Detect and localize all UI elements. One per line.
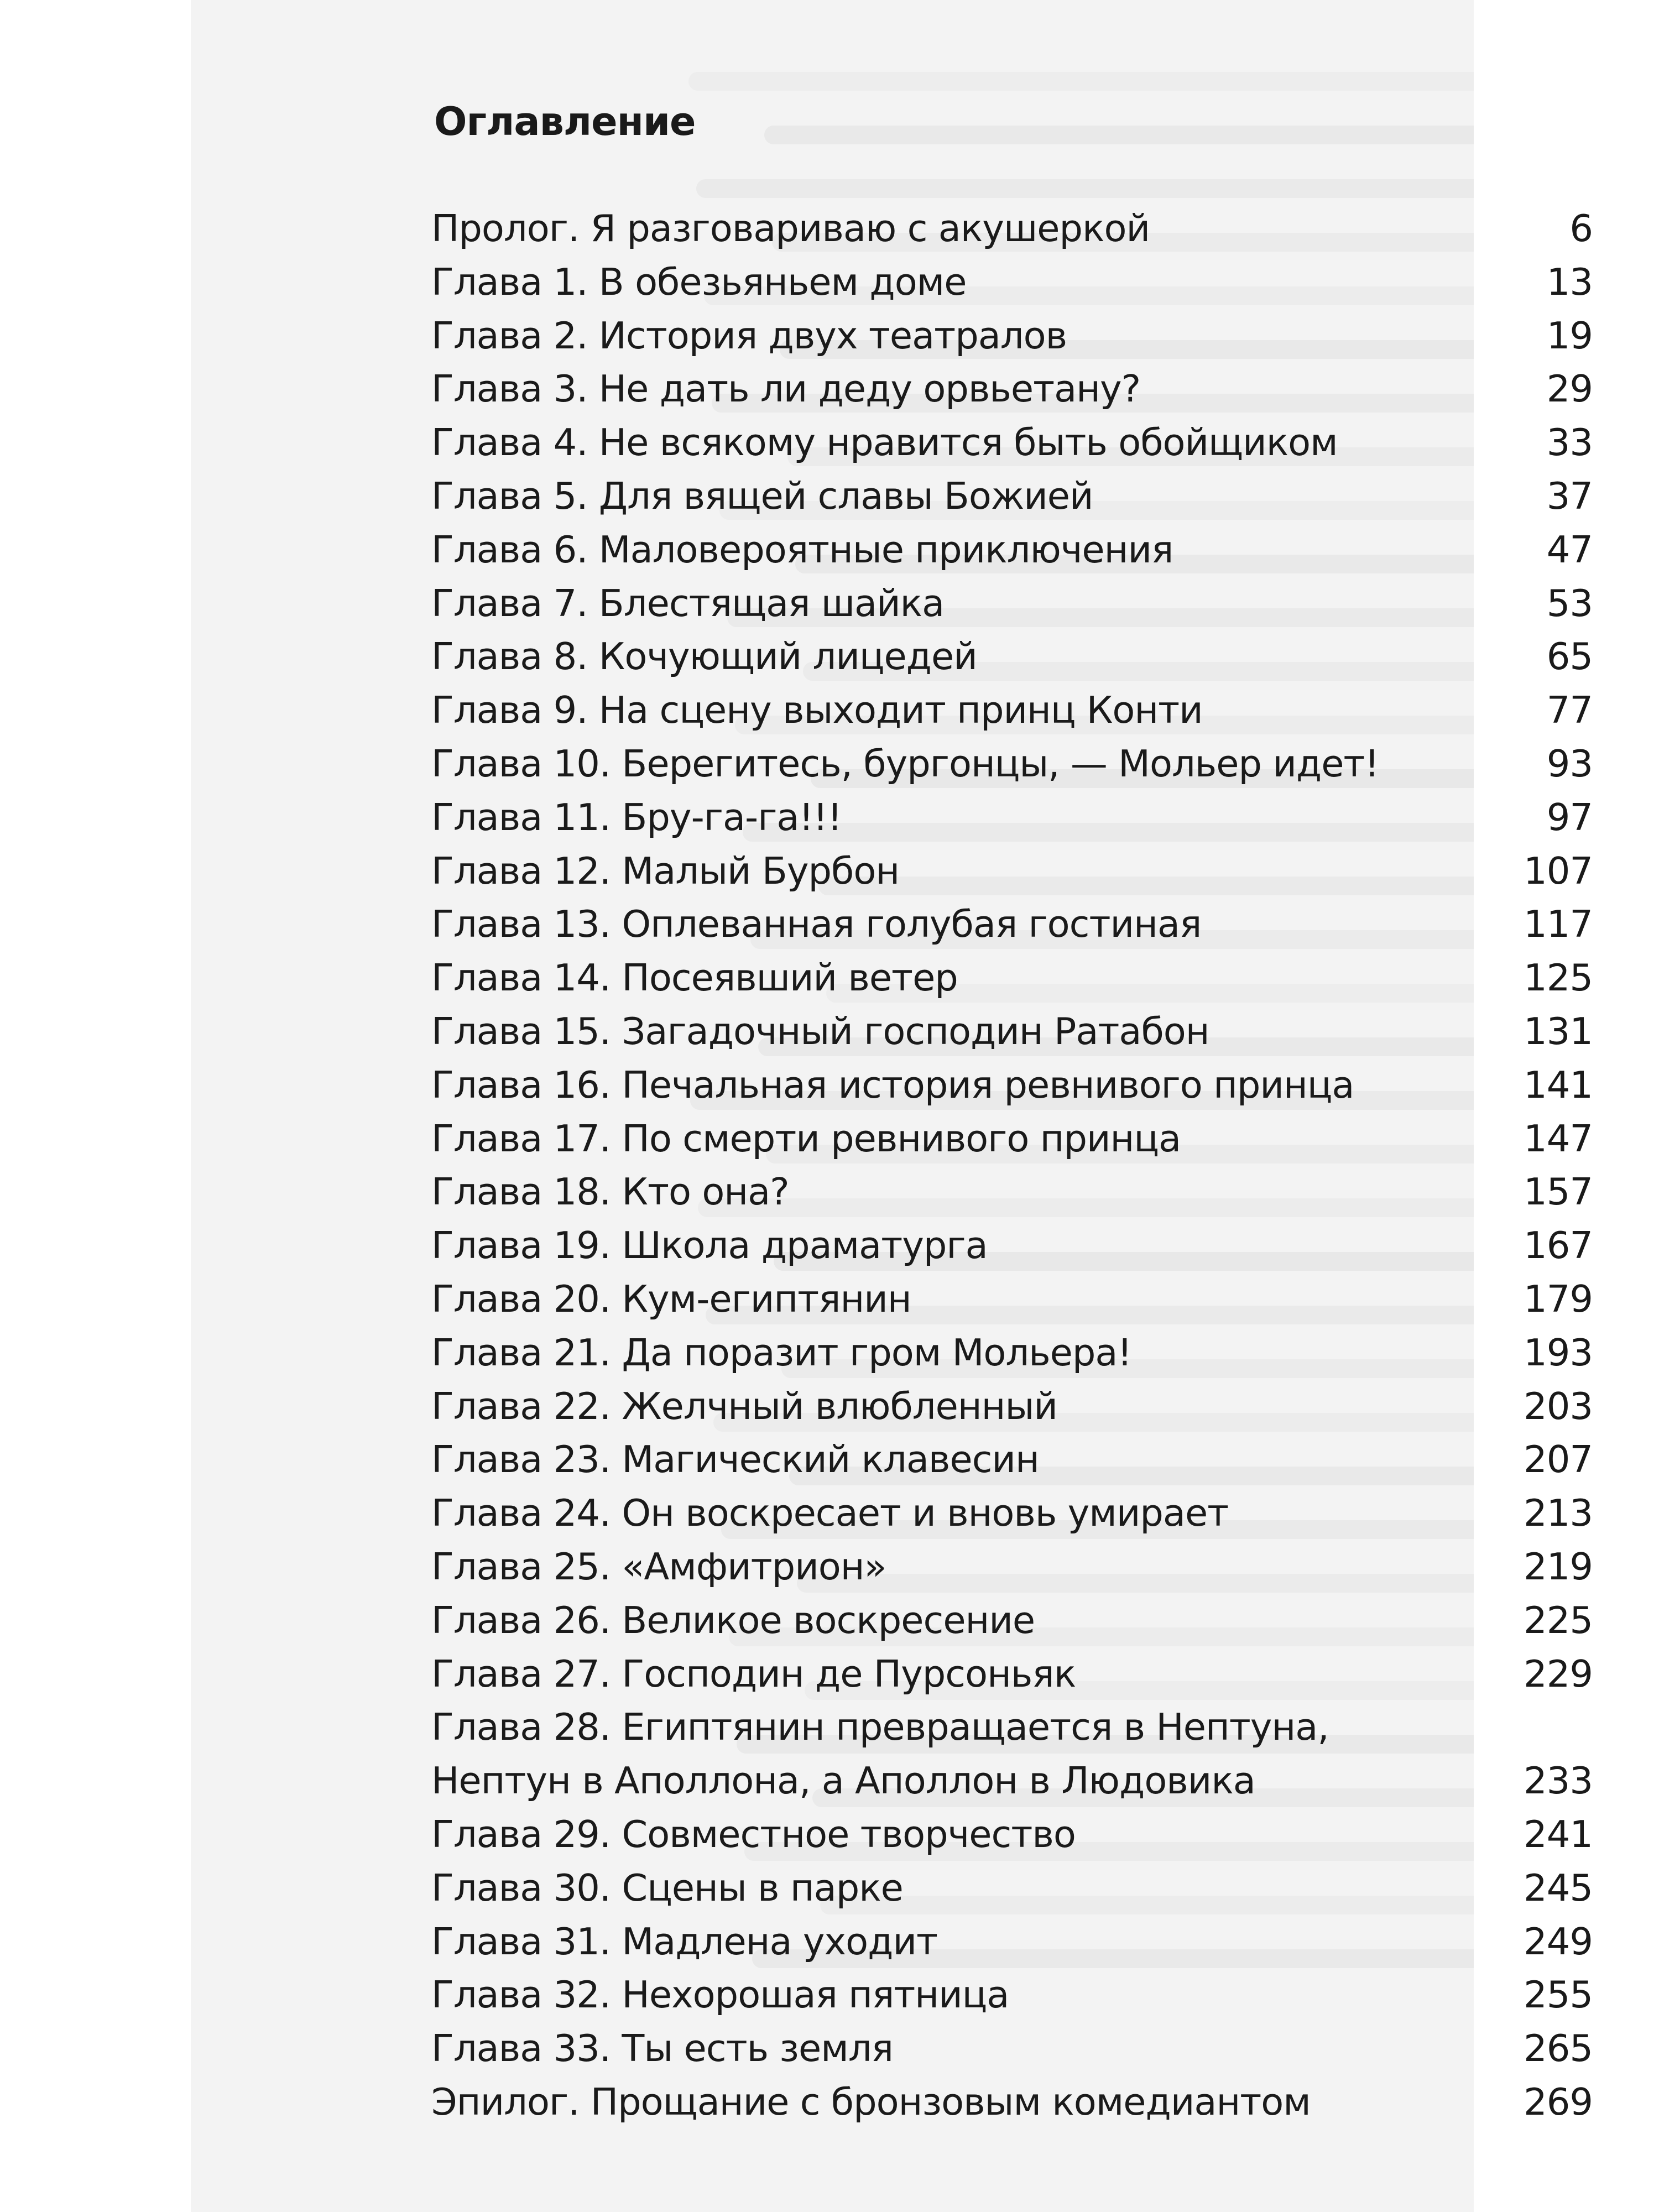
- toc-entry-title: Глава 8. Кочующий лицедей: [431, 635, 977, 679]
- toc-entry-page-number: 207: [1524, 1438, 1593, 1481]
- toc-entry-page-number: 37: [1546, 474, 1593, 518]
- toc-entry-title: Глава 17. По смерти ревнивого принца: [431, 1117, 1181, 1160]
- toc-entry-page-number: 117: [1524, 902, 1593, 946]
- bleed-through-line: [688, 72, 1474, 91]
- toc-entry: [431, 2075, 1593, 2129]
- toc-entry: [431, 1165, 1593, 1219]
- toc-entry-page-number: 93: [1546, 742, 1593, 785]
- toc-entry-title: Глава 3. Не дать ли деду орвьетану?: [431, 367, 1141, 411]
- toc-entry-page-number: 249: [1524, 1919, 1593, 1963]
- toc-entry-title: Глава 19. Школа драматурга: [431, 1224, 988, 1267]
- toc-entry-title: Глава 20. Кум-египтянин: [431, 1277, 911, 1321]
- toc-entry-title: Глава 33. Ты есть земля: [431, 2027, 893, 2070]
- toc-entry-page-number: 167: [1524, 1224, 1593, 1267]
- toc-entry-page-number: 13: [1546, 260, 1593, 304]
- toc-entry-page-number: 269: [1524, 2080, 1593, 2124]
- toc-entry-title: Глава 26. Великое воскресение: [431, 1598, 1035, 1642]
- toc-entry-page-number: 219: [1524, 1545, 1593, 1588]
- toc-entry-page-number: 53: [1546, 581, 1593, 625]
- bleed-through-line: [696, 179, 1474, 198]
- toc-entry: [431, 1058, 1593, 1112]
- toc-entry-page-number: 179: [1524, 1277, 1593, 1321]
- toc-entry-title: Глава 21. Да поразит гром Мольера!: [431, 1331, 1132, 1374]
- toc-entry: [431, 1112, 1593, 1166]
- toc-entry: [431, 951, 1593, 1005]
- toc-entry: [431, 1594, 1593, 1647]
- toc-entry: [431, 1433, 1593, 1486]
- toc-entry-title: Глава 24. Он воскресает и вновь умирает: [431, 1491, 1229, 1535]
- toc-entry-page-number: 157: [1524, 1170, 1593, 1214]
- toc-entry-page-number: 107: [1524, 849, 1593, 893]
- toc-entry-title: Глава 15. Загадочный господин Ратабон: [431, 1009, 1209, 1053]
- toc-entry: [431, 1486, 1593, 1540]
- toc-entry-title: Глава 9. На сцену выходит принц Конти: [431, 688, 1203, 732]
- toc-entry-page-number: 245: [1524, 1866, 1593, 1910]
- toc-heading: Оглавление: [434, 99, 696, 144]
- toc-entry-page-number: 241: [1524, 1812, 1593, 1856]
- toc-entry: [431, 1861, 1593, 1915]
- toc-entry: [431, 362, 1593, 416]
- toc-entry-page-number: 203: [1524, 1384, 1593, 1428]
- toc-entry: [431, 1272, 1593, 1326]
- toc-entry-title: Глава 13. Оплеванная голубая гостиная: [431, 902, 1202, 946]
- toc-entry: [431, 202, 1593, 255]
- toc-entry-page-number: 255: [1524, 1973, 1593, 2017]
- toc-entry-page-number: 193: [1524, 1331, 1593, 1374]
- toc-entry-title: Глава 2. История двух театралов: [431, 314, 1067, 357]
- toc-entry-page-number: 141: [1524, 1063, 1593, 1107]
- toc-entry-title: Глава 32. Нехорошая пятница: [431, 1973, 1009, 2017]
- toc-entry: [431, 469, 1593, 523]
- toc-entry-page-number: 19: [1546, 314, 1593, 357]
- book-page: [191, 0, 1593, 2212]
- bleed-through-line: [764, 126, 1474, 144]
- toc-entry-title: Глава 7. Блестящая шайка: [431, 581, 945, 625]
- toc-entry: [431, 684, 1593, 737]
- toc-entry: [431, 1915, 1593, 1969]
- toc-entry: [431, 309, 1593, 363]
- toc-entry: [431, 898, 1593, 951]
- toc-entry-page-number: 77: [1546, 688, 1593, 732]
- toc-entry-page-number: 33: [1546, 421, 1593, 465]
- toc-list: [431, 202, 1593, 2129]
- toc-entry: [431, 2022, 1593, 2075]
- toc-entry-title: Глава 5. Для вящей славы Божией: [431, 474, 1093, 518]
- toc-entry: [431, 1540, 1593, 1594]
- toc-entry-page-number: 65: [1546, 635, 1593, 679]
- toc-entry: [431, 1700, 1593, 1808]
- toc-entry-title: Глава 12. Малый Бурбон: [431, 849, 900, 893]
- toc-entry: [431, 255, 1593, 309]
- toc-entry: [431, 1808, 1593, 1861]
- toc-entry-title: Эпилог. Прощание с бронзовым комедиантом: [431, 2080, 1311, 2124]
- toc-entry-title: Глава 27. Господин де Пурсоньяк: [431, 1652, 1076, 1695]
- toc-entry: [431, 630, 1593, 684]
- toc-entry-title: Глава 22. Желчный влюбленный: [431, 1384, 1057, 1428]
- toc-entry-title: Глава 10. Берегитесь, бургонцы, — Мольер идет!: [431, 742, 1379, 785]
- toc-entry-title: Глава 23. Магический клавесин: [431, 1438, 1039, 1481]
- toc-entry-title: Глава 1. В обезьяньем доме: [431, 260, 967, 304]
- toc-entry: [431, 416, 1593, 469]
- toc-entry-page-number: 233: [1524, 1759, 1593, 1803]
- toc-entry: [431, 791, 1593, 844]
- toc-entry-title: Глава 11. Бру-га-га!!!: [431, 795, 842, 839]
- toc-entry-page-number: 6: [1569, 207, 1593, 250]
- toc-entry-page-number: 125: [1524, 956, 1593, 1000]
- toc-entry: [431, 844, 1593, 898]
- toc-entry-page-number: 213: [1524, 1491, 1593, 1535]
- toc-entry-page-number: 265: [1524, 2027, 1593, 2070]
- toc-entry-page-number: 97: [1546, 795, 1593, 839]
- toc-entry-title: Глава 6. Маловероятные приключения: [431, 528, 1173, 571]
- toc-entry-title: Глава 16. Печальная история ревнивого принца: [431, 1063, 1354, 1107]
- toc-entry-page-number: 29: [1546, 367, 1593, 411]
- toc-entry-title: Глава 14. Посеявший ветер: [431, 956, 958, 1000]
- toc-entry-page-number: 225: [1524, 1598, 1593, 1642]
- toc-entry-title: Глава 4. Не всякому нравится быть обойщиком: [431, 421, 1338, 465]
- toc-entry: [431, 577, 1593, 630]
- toc-entry-title: Глава 25. «Амфитрион»: [431, 1545, 886, 1588]
- toc-entry: [431, 523, 1593, 577]
- toc-entry: [431, 1647, 1593, 1701]
- toc-entry: [431, 1005, 1593, 1058]
- toc-entry: [431, 1968, 1593, 2022]
- toc-entry-title: Глава 30. Сцены в парке: [431, 1866, 903, 1910]
- toc-entry-title: Глава 28. Египтянин превращается в Нептуна, Нептун в Аполлона, а Аполлон в Людовика: [431, 1705, 1329, 1803]
- toc-entry-page-number: 131: [1524, 1009, 1593, 1053]
- toc-entry: [431, 1326, 1593, 1380]
- toc-entry-title: Глава 18. Кто она?: [431, 1170, 789, 1214]
- toc-entry-page-number: 147: [1524, 1117, 1593, 1160]
- toc-entry-title: Глава 29. Совместное творчество: [431, 1812, 1076, 1856]
- toc-entry-title: Глава 31. Мадлена уходит: [431, 1919, 938, 1963]
- toc-entry: [431, 1380, 1593, 1433]
- toc-entry: [431, 1219, 1593, 1272]
- toc-entry: [431, 737, 1593, 791]
- toc-entry-page-number: 229: [1524, 1652, 1593, 1695]
- toc-entry-page-number: 47: [1546, 528, 1593, 571]
- toc-entry-title: Пролог. Я разговариваю с акушеркой: [431, 207, 1150, 250]
